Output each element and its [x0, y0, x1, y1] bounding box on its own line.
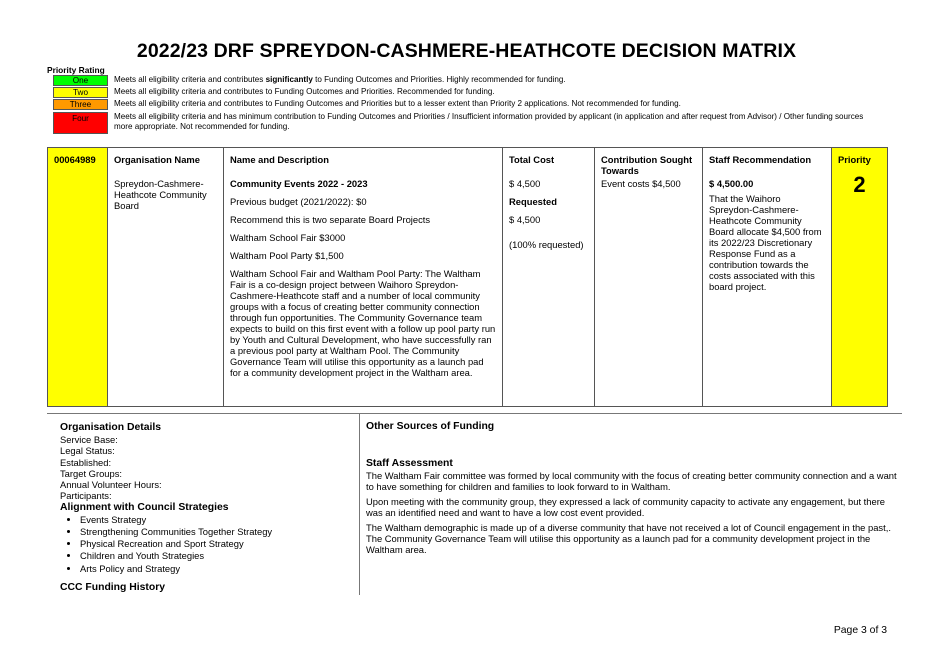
staff-recommendation-header: Staff Recommendation	[709, 154, 812, 165]
priority-header: Priority	[838, 154, 871, 165]
priority-desc-two: Meets all eligibility criteria and contributes to Funding Outcomes and Priorities. Recommended for funding.	[114, 87, 495, 96]
project-description: Waltham School Fair and Waltham Pool Party: The Waltham Fair is a co-design project between Waihoro Spreydon-Cashmere-Heathcote staff and a number of local community groups with a focus of creating better community connection through fun opportunities. The Community Governance team expects to build on this first event with a follow up pool party run by Youth and Cultural Development, who have successfully ran a previous pool party at Waltham Pool. The Community Governance Team will utilise this opportunity as a launch pad for a community development project in the Waltham area.	[230, 268, 496, 378]
assessment-paragraph: Upon meeting with the community group, they expressed a lack of community capacity to activate any engagement, but there was an identified need and want to have a low cost event provided.	[366, 496, 886, 518]
priority-cell	[832, 148, 888, 407]
total-cost-value: $ 4,500	[509, 178, 541, 189]
contribution-value: Event costs $4,500	[601, 178, 681, 189]
organisation-header: Organisation Name	[114, 154, 200, 165]
page-number: Page 3 of 3	[833, 625, 887, 636]
total-cost-cell	[503, 148, 595, 407]
name-description-cell	[224, 148, 503, 407]
list-item: • Events Strategy	[80, 514, 355, 526]
assessment-paragraph: The Waltham demographic is made up of a diverse community that have not received a lot of Council engagement in the past,. The Community Governance Team will utilise this opportunity as a launch pad for a community development project in the Waltham area.	[366, 522, 891, 555]
priority-desc-one: Meets all eligibility criteria and contributes significantly to Funding Outcomes and Priorities. Highly recommended for funding.	[114, 75, 566, 84]
detail-field: Legal Status:	[60, 445, 115, 457]
alignment-heading: Alignment with Council Strategies	[60, 501, 229, 513]
application-id: 00064989	[54, 154, 96, 165]
recommendation-amount: $ 4,500.00	[709, 178, 754, 189]
application-id-cell	[48, 148, 108, 407]
assessment-section	[366, 421, 901, 555]
list-item: • Physical Recreation and Sport Strategy	[80, 538, 355, 550]
decision-matrix-table	[47, 147, 888, 407]
priority-desc-three: Meets all eligibility criteria and contributes to Funding Outcomes and Priorities but to a lesser extent than Priority 2 applications. Not recommended for funding.	[114, 99, 681, 108]
total-cost-header: Total Cost	[509, 154, 555, 165]
funding-history-heading: CCC Funding History	[60, 581, 166, 593]
detail-field: Target Groups:	[60, 467, 123, 479]
project-item: Waltham Pool Party $1,500	[230, 250, 344, 261]
recommendation-text: That the Waihoro Spreydon-Cashmere-Heathcote Community Board allocate $4,500 from its 2022/23 Discretionary Response Fund as a contribution towards the costs associated with this board project.	[709, 193, 822, 292]
requested-label: Requested	[509, 196, 557, 207]
table-row	[48, 148, 888, 407]
section-divider	[47, 413, 902, 414]
organisation-cell	[108, 148, 224, 407]
organisation-details	[60, 422, 355, 594]
contribution-header: Contribution Sought Towards	[601, 154, 693, 176]
recommendation-note: Recommend this is two separate Board Projects	[230, 214, 431, 225]
priority-value: 2	[853, 172, 866, 197]
previous-budget: Previous budget (2021/2022): $0	[230, 196, 367, 207]
detail-field: Annual Volunteer Hours:	[60, 479, 162, 491]
name-description-header: Name and Description	[230, 154, 329, 165]
page-title: 2022/23 DRF SPREYDON-CASHMERE-HEATHCOTE DECISION MATRIX	[136, 40, 797, 62]
project-item: Waltham School Fair $3000	[230, 232, 346, 243]
requested-amount: $ 4,500	[509, 214, 541, 225]
priority-desc-four: Meets all eligibility criteria and has minimum contribution to Funding Outcomes and Priorities / Insufficient information provided by applicant (in application and after request from Advisor) / Other funding sources more appropriate. Not recommended for funding.	[114, 112, 864, 131]
priority-swatch-four: Four	[53, 112, 108, 134]
list-item: • Strengthening Communities Together Strategy	[80, 526, 355, 538]
detail-field: Service Base:	[60, 434, 118, 445]
requested-percentage: (100% requested)	[509, 239, 584, 250]
organisation-name: Spreydon-Cashmere-Heathcote Community Board	[114, 178, 207, 211]
strategy-list	[60, 514, 355, 575]
contribution-cell	[595, 148, 703, 407]
list-item: • Children and Youth Strategies	[80, 550, 355, 562]
other-sources-heading: Other Sources of Funding	[366, 421, 495, 432]
staff-recommendation-cell	[703, 148, 832, 407]
organisation-details-heading: Organisation Details	[60, 422, 162, 433]
column-divider	[359, 413, 360, 595]
detail-field: Participants:	[60, 490, 112, 502]
project-title: Community Events 2022 - 2023	[230, 178, 368, 189]
assessment-paragraph: The Waltham Fair committee was formed by local community with the focus of creating better community connection and a want to have something for children and families to look forward to in Waltham.	[366, 470, 897, 492]
priority-swatch-one: One	[53, 75, 108, 86]
detail-field: Established:	[60, 456, 112, 468]
priority-swatch-three: Three	[53, 99, 108, 110]
priority-swatch-two: Two	[53, 87, 108, 98]
priority-rating-label: Priority Rating	[47, 65, 105, 75]
staff-assessment-heading: Staff Assessment	[366, 458, 453, 469]
list-item: • Arts Policy and Strategy	[80, 563, 355, 575]
